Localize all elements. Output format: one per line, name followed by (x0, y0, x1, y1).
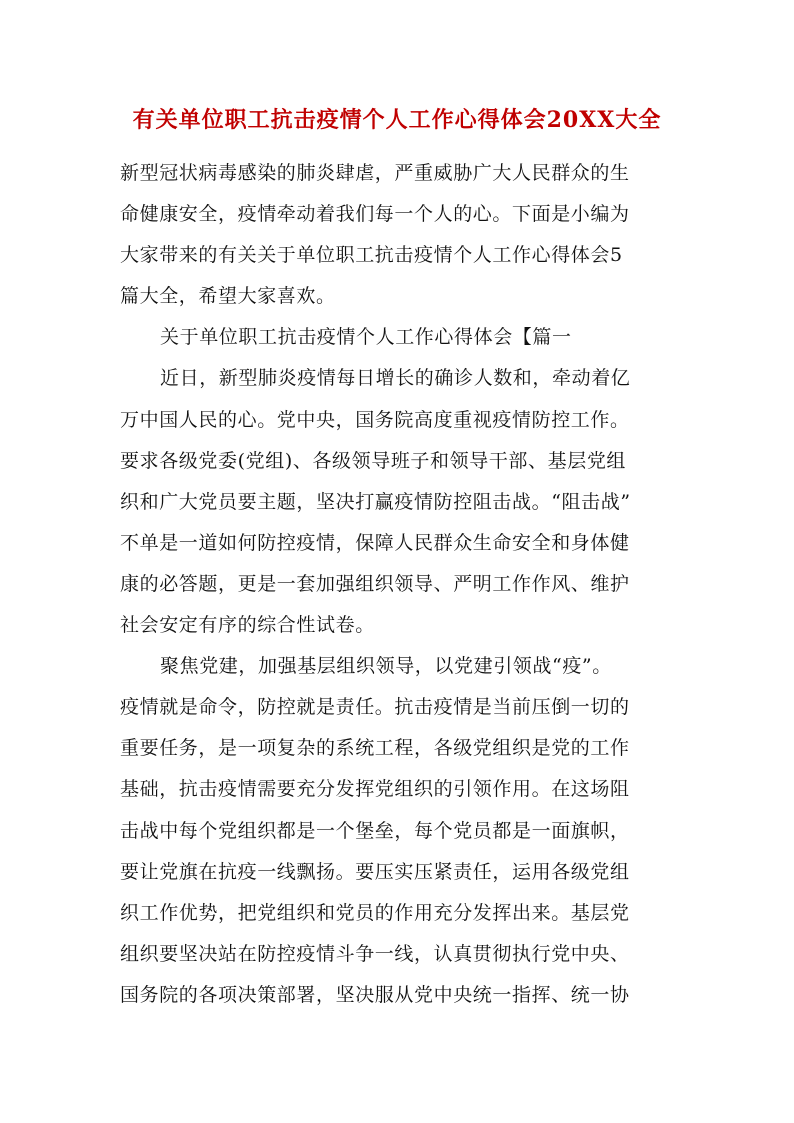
body-line: 不单是一道如何防控疫情，保障人民群众生命安全和身体健 (120, 531, 630, 554)
body-line: 命健康安全，疫情牵动着我们每一个人的心。下面是小编为 (120, 203, 630, 226)
body-line: 要让党旗在抗疫一线飘扬。要压实压紧责任，运用各级党组 (120, 860, 630, 883)
document-title: 有关单位职工抗击疫情个人工作心得体会20XX大全 (132, 107, 662, 133)
body-line: 要求各级党委(党组)、各级领导班子和领导干部、基层党组 (120, 449, 627, 472)
body-line: 织和广大党员要主题，坚决打赢疫情防控阻击战。“阻击战” (120, 490, 631, 513)
body-line: 组织要坚决站在防控疫情斗争一线，认真贯彻执行党中央、 (120, 942, 630, 965)
document-body (120, 153, 690, 1016)
body-line: 国务院的各项决策部署，坚决服从党中央统一指挥、统一协 (120, 983, 630, 1006)
body-line: 基础，抗击疫情需要充分发挥党组织的引领作用。在这场阻 (120, 778, 630, 801)
body-line: 大家带来的有关关于单位职工抗击疫情个人工作心得体会5 (120, 244, 623, 267)
body-line: 关于单位职工抗击疫情个人工作心得体会【篇一 (160, 326, 572, 349)
body-line: 聚焦党建，加强基层组织领导，以党建引领战“疫”。 (160, 655, 612, 678)
body-line: 击战中每个党组织都是一个堡垒，每个党员都是一面旗帜， (120, 819, 630, 842)
body-line: 织工作优势，把党组织和党员的作用充分发挥出来。基层党 (120, 901, 630, 924)
body-line: 重要任务，是一项复杂的系统工程，各级党组织是党的工作 (120, 737, 630, 760)
body-line: 疫情就是命令，防控就是责任。抗击疫情是当前压倒一切的 (120, 696, 630, 719)
body-line: 社会安定有序的综合性试卷。 (120, 614, 375, 637)
body-line: 近日，新型肺炎疫情每日增长的确诊人数和，牵动着亿 (160, 367, 631, 390)
body-line: 新型冠状病毒感染的肺炎肆虐，严重威胁广大人民群众的生 (120, 162, 630, 184)
body-line: 康的必答题，更是一套加强组织领导、严明工作作风、维护 (120, 572, 630, 595)
body-line: 万中国人民的心。党中央，国务院高度重视疫情防控工作。 (120, 408, 630, 431)
body-line: 篇大全，希望大家喜欢。 (120, 285, 336, 308)
